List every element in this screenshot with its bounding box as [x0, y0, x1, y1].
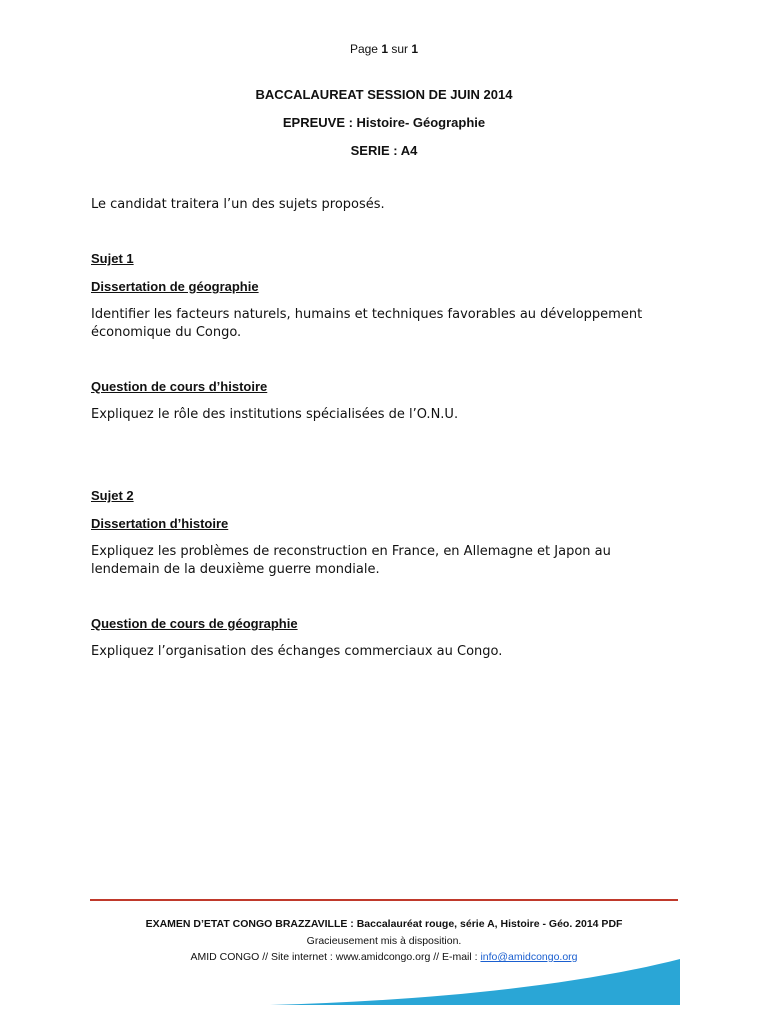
- sujet1-question-text: Expliquez le rôle des institutions spécialisées de l’O.N.U.: [91, 407, 459, 422]
- page-prefix: Page: [349, 42, 378, 56]
- page-current: 1: [381, 42, 388, 56]
- page-mid: sur: [391, 42, 409, 56]
- sujet2-dissertation-text: [91, 543, 681, 579]
- exam-series: SERIE : A4: [350, 143, 418, 158]
- page-number: [0, 42, 768, 56]
- footer-contact-prefix: AMID CONGO // Site internet : www.amidcongo.org // E-mail :: [190, 951, 481, 963]
- sujet2-label: Sujet 2: [91, 488, 134, 503]
- exam-subject: EPREUVE : Histoire- Géographie: [282, 115, 486, 130]
- sujet1-dissertation-title: Dissertation de géographie: [91, 279, 259, 294]
- sujet1-label: Sujet 1: [91, 251, 134, 266]
- footer-divider: [90, 899, 678, 901]
- sujet2-question-text: Expliquez l’organisation des échanges commerciaux au Congo.: [91, 644, 503, 659]
- sujet2-dissertation-line1: Expliquez les problèmes de reconstruction en France, en Allemagne et Japon au: [91, 544, 611, 559]
- footer-email-link[interactable]: info@amidcongo.org: [480, 951, 578, 963]
- sujet1-dissertation-text: [91, 306, 681, 342]
- sujet2-dissertation-line2: lendemain de la deuxième guerre mondiale.: [91, 562, 380, 577]
- sujet1-question-title: Question de cours d’histoire: [91, 379, 268, 394]
- intro-text: Le candidat traitera l’un des sujets proposés.: [91, 197, 385, 212]
- sujet2-question-title: Question de cours de géographie: [91, 616, 298, 631]
- sujet1-dissertation-line1: Identifier les facteurs naturels, humains et techniques favorables au développement: [91, 307, 643, 322]
- footer-exam-title: EXAMEN D’ETAT CONGO BRAZZAVILLE : Baccalauréat rouge, série A, Histoire - Géo. 2014 PDF: [145, 918, 623, 930]
- footer-credit: Gracieusement mis à disposition.: [306, 935, 462, 947]
- sujet2-dissertation-title: Dissertation d’histoire: [91, 516, 229, 531]
- footer-wave-graphic: [270, 955, 682, 1007]
- footer-wave-shape: [270, 959, 680, 1005]
- page-total: 1: [411, 42, 419, 56]
- exam-title: BACCALAUREAT SESSION DE JUIN 2014: [255, 87, 513, 102]
- sujet1-dissertation-line2: économique du Congo.: [91, 325, 242, 340]
